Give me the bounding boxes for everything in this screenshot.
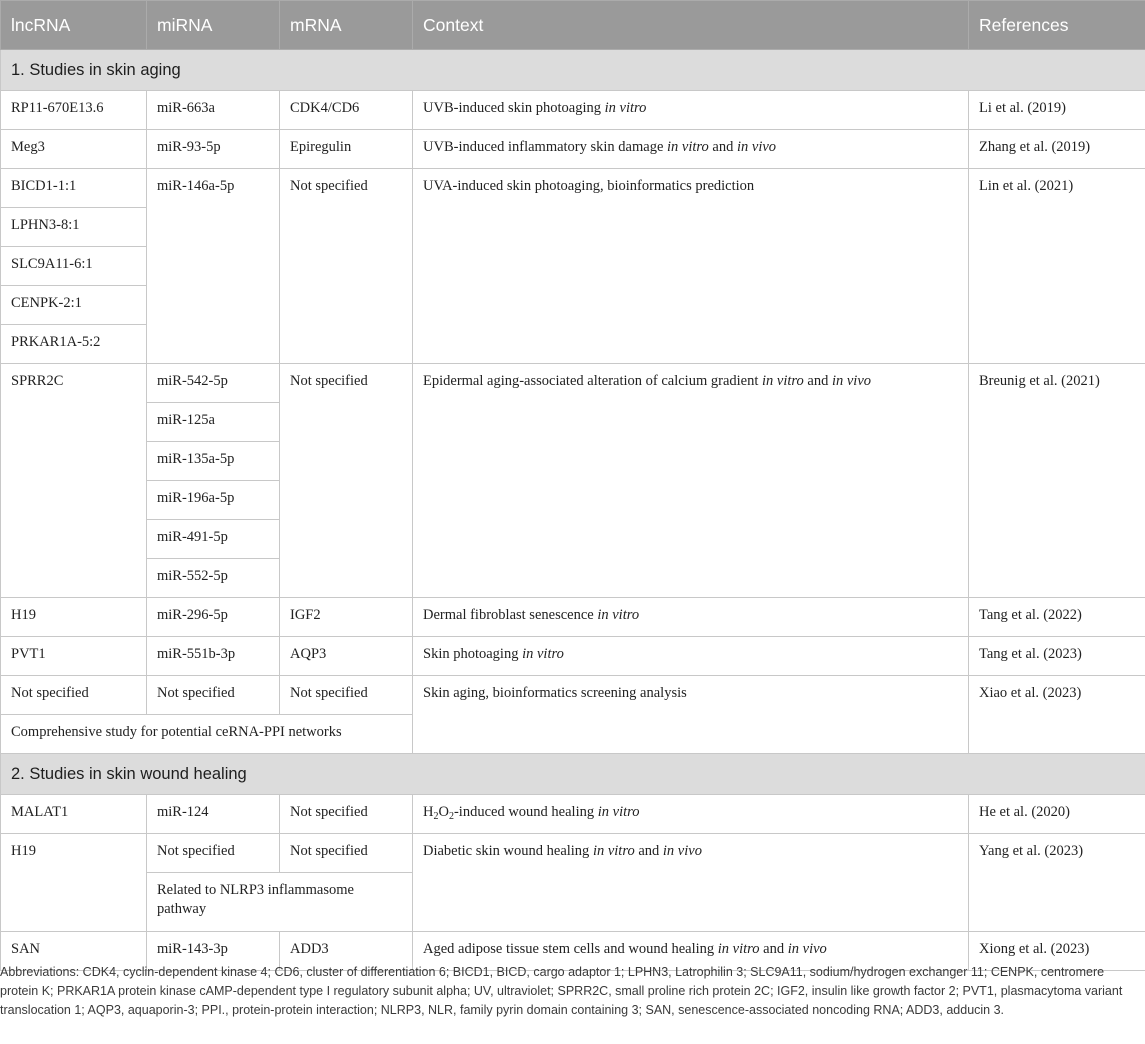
table-row [1,637,1145,676]
cell-reference: Lin et al. (2021) [969,169,1145,364]
section-row-aging [1,50,1145,91]
section-title-aging: 1. Studies in skin aging [1,50,1145,91]
header-mirna: miRNA [147,1,280,50]
cell-mrna: IGF2 [280,598,413,637]
cell-mirna: miR-551b-3p [147,637,280,676]
cell-mrna: Not specified [280,795,413,834]
context-text: Dermal fibroblast senescence [423,607,598,623]
cell-lncrna: Meg3 [1,130,147,169]
cell-reference: Zhang et al. (2019) [969,130,1145,169]
context-italic: in vivo [662,843,702,859]
cell-context [413,364,969,598]
cell-reference: He et al. (2020) [969,795,1145,834]
table-row [1,169,1145,208]
context-text: UVB-induced inflammatory skin damage [423,139,668,155]
context-italic: in vivo [787,941,827,957]
header-lncrna: lncRNA [1,1,147,50]
table-row [1,598,1145,637]
cell-mirna: miR-125a [147,403,280,442]
table-row [1,91,1145,130]
cell-mrna: Not specified [280,169,413,364]
cell-lncrna: SLC9A11-6:1 [1,247,147,286]
cell-lncrna: BICD1-1:1 [1,169,147,208]
cell-reference: Tang et al. (2022) [969,598,1145,637]
context-italic: in vitro [597,607,640,623]
cell-lncrna: PVT1 [1,637,147,676]
cell-mirna: miR-542-5p [147,364,280,403]
context-sub: 2 [448,811,454,822]
cell-reference: Li et al. (2019) [969,91,1145,130]
cell-mirna: miR-196a-5p [147,481,280,520]
context-italic: in vitro [717,941,760,957]
table-row [1,364,1145,403]
table-row [1,130,1145,169]
cell-context [413,637,969,676]
context-text: Skin photoaging [423,646,523,662]
cell-lncrna: Not specified [1,676,147,715]
table-row [1,795,1145,834]
cell-lncrna: SAN [1,932,147,971]
cell-lncrna: SPRR2C [1,364,147,598]
cell-reference: Yang et al. (2023) [969,834,1145,932]
cell-reference: Breunig et al. (2021) [969,364,1145,598]
cell-mirna: miR-146a-5p [147,169,280,364]
table-row [1,676,1145,715]
cell-mirna: miR-552-5p [147,559,280,598]
cell-context [413,795,969,834]
context-o: O [438,804,449,820]
cell-lncrna: PRKAR1A-5:2 [1,325,147,364]
cell-mirna: miR-491-5p [147,520,280,559]
context-sub: 2 [433,811,439,822]
table-row [1,834,1145,873]
cell-mrna: Not specified [280,676,413,715]
cell-lncrna: MALAT1 [1,795,147,834]
abbreviations-footnote: Abbreviations: CDK4, cyclin-dependent kinase 4; CD6, cluster of differentiation 6; BICD1, BICD, cargo adaptor 1; LPHN3, Latrophilin 3; SLC9A11, sodium/hydrogen exchanger 11; CENPK, centromere protein K; PRKAR1A protein kinase cAMP-dependent type I regulatory subunit alpha; UV, ultraviolet; SPRR2C, small proline rich protein 2C; IGF2, insulin like growth factor 2; PVT1, plasmacytoma variant translocation 1; AQP3, aquaporin-3; PPI., protein-protein interaction; NLRP3, NLR, family pyrin domain containing 3; SAN, senescence-associated noncoding RNA; ADD3, adducin 3. [0,965,1123,1017]
header-context: Context [413,1,969,50]
context-text: Aged adipose tissue stem cells and wound healing [423,941,718,957]
cell-reference: Xiao et al. (2023) [969,676,1145,754]
cell-mirna: Not specified [147,676,280,715]
context-italic: in vitro [597,804,640,820]
context-text: Epidermal aging-associated alteration of calcium gradient [423,373,763,389]
cell-note: Comprehensive study for potential ceRNA-PPI networks [1,715,413,754]
context-and: and [634,843,663,859]
cell-context: Skin aging, bioinformatics screening analysis [413,676,969,754]
cell-lncrna: H19 [1,834,147,932]
section-row-wound [1,754,1145,795]
cell-mrna: ADD3 [280,932,413,971]
cell-reference: Xiong et al. (2023) [969,932,1145,971]
cell-mrna: AQP3 [280,637,413,676]
header-references: References [969,1,1145,50]
context-text: UVB-induced skin photoaging [423,100,605,116]
header-row [1,1,1145,50]
context-italic: in vivo [736,139,777,155]
header-mrna: mRNA [280,1,413,50]
cell-mirna: Not specified [147,834,280,873]
cell-mirna: miR-663a [147,91,280,130]
cell-lncrna: H19 [1,598,147,637]
cell-mirna: miR-296-5p [147,598,280,637]
cell-lncrna: RP11-670E13.6 [1,91,147,130]
cell-mrna: CDK4/CD6 [280,91,413,130]
cell-lncrna: LPHN3-8:1 [1,208,147,247]
cell-reference: Tang et al. (2023) [969,637,1145,676]
cell-context [413,598,969,637]
cell-lncrna: CENPK-2:1 [1,286,147,325]
cell-mirna: miR-93-5p [147,130,280,169]
context-italic: in vivo [831,373,872,389]
cell-mirna: miR-124 [147,795,280,834]
cell-context: UVA-induced skin photoaging, bioinformatics prediction [413,169,969,364]
context-italic: in vitro [667,139,709,155]
context-italic: in vitro [592,843,635,859]
cell-note: Related to NLRP3 inflammasome pathway [147,873,413,932]
cell-mrna: Epiregulin [280,130,413,169]
context-and: and [759,941,788,957]
cell-mirna: miR-143-3p [147,932,280,971]
context-text: Diabetic skin wound healing [423,843,593,859]
cell-context [413,834,969,932]
context-and: and [803,373,832,389]
context-italic: in vitro [762,373,804,389]
context-and: and [708,139,737,155]
context-italic: in vitro [522,646,564,662]
context-text: -induced wound healing [453,804,598,820]
context-italic: in vitro [604,100,647,116]
cell-mrna: Not specified [280,834,413,873]
cell-context [413,91,969,130]
section-title-wound: 2. Studies in skin wound healing [1,754,1145,795]
cell-mrna: Not specified [280,364,413,598]
cell-mirna: miR-135a-5p [147,442,280,481]
context-h: H [423,804,434,820]
cell-context [413,130,969,169]
